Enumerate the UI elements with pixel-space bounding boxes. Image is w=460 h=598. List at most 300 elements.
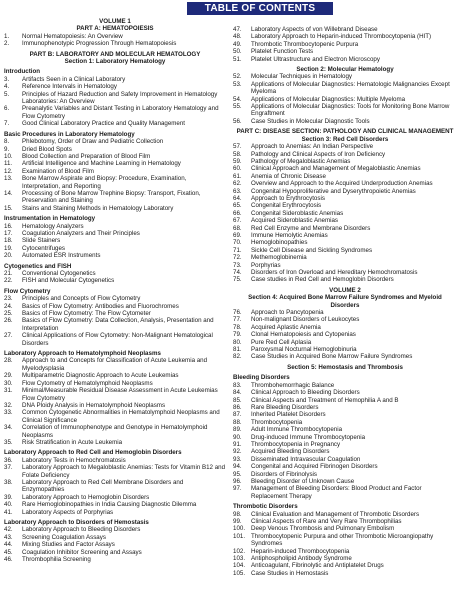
chapter-number: 75. (233, 276, 242, 284)
toc-entry[interactable] (233, 478, 457, 485)
toc-entry[interactable] (233, 316, 457, 323)
chapter-title: Immune Hemolytic Anemias (251, 231, 328, 239)
chapter-number: 38. (4, 478, 13, 486)
toc-entry[interactable] (4, 439, 226, 446)
chapter-number: 10. (4, 152, 13, 160)
toc-entry[interactable] (4, 277, 226, 284)
chapter-number: 49. (233, 40, 242, 48)
chapter-number: 88. (233, 418, 242, 426)
chapter-number: 40. (4, 501, 13, 509)
toc-entry[interactable] (4, 223, 226, 230)
chapter-number: 43. (4, 533, 13, 541)
toc-entry[interactable] (4, 549, 226, 556)
chapter-number: 7. (4, 120, 10, 128)
chapter-title: Approach to and Concepts for Classification of Acute Leukemia and Myelodysplasia (22, 357, 208, 372)
chapter-title: Paroxysmal Nocturnal Hemoglobinuria (251, 346, 357, 354)
chapter-number: 67. (233, 217, 242, 225)
chapter-title: Heparin-induced Thrombocytopenia (251, 547, 350, 555)
group-heading: Thrombotic Disorders (233, 503, 298, 511)
chapter-title: Red Cell Enzyme and Membrane Disorders (251, 224, 371, 232)
toc-entry[interactable] (4, 91, 226, 106)
chapter-title: Coagulation Analyzers and Their Principles (22, 229, 140, 237)
chapter-number: 95. (233, 470, 242, 478)
chapter-title: Bleeding Disorder of Unknown Cause (251, 477, 355, 485)
chapter-title: Hemoglobinopathies (251, 239, 308, 247)
chapter-number: 74. (233, 269, 242, 276)
toc-entry[interactable] (233, 397, 457, 404)
chapter-number: 35. (4, 438, 13, 446)
toc-entry[interactable] (4, 33, 226, 40)
chapter-number: 59. (233, 157, 242, 165)
part-heading: Section 4: Acquired Bone Marrow Failure Syndromes and Myeloid Disorders (248, 294, 442, 309)
chapter-title: Clinical Applications of Flow Cytometry: Non-Malignant Hematological Disorders (22, 332, 213, 347)
toc-entry[interactable] (4, 317, 226, 332)
toc-entry[interactable] (233, 448, 457, 455)
chapter-number: 28. (4, 357, 13, 365)
toc-entry[interactable] (4, 76, 226, 83)
toc-entry[interactable] (233, 382, 457, 389)
chapter-number: 93. (233, 455, 242, 463)
chapter-number: 18. (4, 237, 13, 245)
chapter-title: Blood Collection and Preparation of Blood Film (22, 152, 151, 160)
chapter-title: Pathology and Clinical Aspects of Iron Deficiency (251, 150, 386, 158)
toc-entry[interactable] (233, 143, 457, 150)
toc-entry[interactable] (233, 463, 457, 470)
toc-entry[interactable] (233, 56, 457, 63)
chapter-number: 33. (4, 409, 13, 417)
chapter-title: Clinical Aspects of Rare and Very Rare Thrombophilias (251, 518, 402, 525)
toc-entry[interactable] (4, 40, 226, 47)
chapter-title: Processing of Bone Marrow Trephine Biopsy: Transport, Fixation, Preservation and Staining (22, 189, 201, 205)
chapter-number: 58. (233, 150, 242, 158)
toc-entry[interactable] (233, 225, 457, 232)
toc-entry[interactable] (4, 494, 226, 501)
chapter-number: 23. (4, 295, 13, 303)
chapter-title: Non-malignant Disorders of Leukocytes (251, 316, 360, 324)
toc-entry[interactable] (233, 570, 457, 577)
toc-entry[interactable] (4, 237, 226, 244)
chapter-title: Porphyrias (251, 261, 281, 269)
chapter-number: 54. (233, 95, 242, 103)
chapter-number: 31. (4, 387, 13, 395)
chapter-title: Thrombotic Thrombocytopenic Purpura (251, 40, 359, 48)
chapter-title: Artifacts Seen in a Clinical Laboratory (22, 75, 126, 83)
chapter-number: 79. (233, 331, 242, 339)
toc-entry[interactable] (4, 168, 226, 175)
chapter-title: Disorders of Iron Overload and Hereditary Hemochromatosis (251, 269, 418, 276)
chapter-title: Conventional Cytogenetics (22, 270, 96, 277)
chapter-number: 17. (4, 229, 13, 237)
chapter-number: 25. (4, 310, 13, 318)
chapter-number: 47. (233, 26, 242, 33)
chapter-title: DNA Ploidy Analysis in Hematolymphoid Neoplasms (22, 401, 166, 409)
toc-entry[interactable] (233, 247, 457, 254)
chapter-title: Rare Bleeding Disorders (251, 403, 319, 411)
toc-entry[interactable] (4, 509, 226, 516)
chapter-number: 102. (233, 547, 246, 555)
toc-entry[interactable] (233, 202, 457, 209)
part-heading: Section 5: Hemostasis and Thrombosis (287, 363, 403, 371)
chapter-title: Automated ESR Instruments (22, 252, 101, 260)
chapter-number: 52. (233, 73, 242, 81)
toc-entry[interactable] (4, 138, 226, 145)
toc-entry[interactable] (233, 441, 457, 448)
toc-entry[interactable] (4, 83, 226, 90)
toc-entry[interactable] (233, 232, 457, 239)
toc-entry[interactable] (233, 173, 457, 180)
chapter-title: Preanalytic Variables and Distant Testing in Laboratory Hematology and Flow Cytometry (22, 105, 219, 120)
chapter-title: Acquired Sideroblastic Anemias (251, 217, 339, 225)
toc-left-column (4, 18, 226, 563)
chapter-title: Multiparametric Diagnostic Approach to Acute Leukemias (22, 372, 179, 380)
toc-entry[interactable] (4, 310, 226, 317)
chapter-title: Congenital Hypoproliferative and Dyserythropoietic Anemias (251, 187, 416, 195)
chapter-number: 37. (4, 464, 13, 472)
toc-entry[interactable] (233, 533, 457, 548)
chapter-title: Approach to Erythrocytosis (251, 194, 325, 202)
chapter-title: Drug-induced Immune Thrombocytopenia (251, 433, 366, 441)
chapter-number: 42. (4, 526, 13, 534)
toc-entry[interactable] (233, 456, 457, 463)
chapter-title: Antiphospholipid Antibody Syndrome (251, 555, 352, 563)
toc-entry[interactable] (233, 346, 457, 353)
toc-entry[interactable] (4, 402, 226, 409)
chapter-title: Platelet Function Tests (251, 48, 314, 56)
chapter-title: Laboratory Approach to Heparin-induced Thrombocytopenia (HIT) (251, 33, 432, 41)
toc-entry[interactable] (4, 303, 226, 310)
chapter-title: Basics of Flow Cytometry: The Flow Cytometer (22, 310, 151, 318)
chapter-number: 5. (4, 90, 10, 98)
chapter-title: Hematology Analyzers (22, 222, 84, 230)
toc-entry[interactable] (4, 380, 226, 387)
chapter-number: 85. (233, 396, 242, 404)
chapter-number: 83. (233, 381, 242, 389)
toc-entry[interactable] (4, 372, 226, 379)
chapter-title: Overview and Approach to the Acquired Underproduction Anemias (251, 180, 433, 188)
chapter-title: Case Studies in Molecular Diagnostic Tools (251, 117, 370, 125)
toc-entry[interactable] (233, 118, 457, 125)
chapter-title: Flow Cytometry of Hematolymphoid Neoplasms (22, 379, 153, 387)
toc-entry[interactable] (4, 175, 226, 190)
chapter-number: 98. (233, 510, 242, 518)
chapter-title: Clinical Aspects and Treatment of Hemophilia A and B (251, 396, 399, 404)
chapter-number: 14. (4, 189, 13, 197)
page-title: TABLE OF CONTENTS (187, 2, 333, 15)
toc-entry[interactable] (4, 541, 226, 548)
toc-entry[interactable] (4, 387, 226, 402)
toc-entry[interactable] (233, 26, 457, 33)
chapter-number: 87. (233, 411, 242, 419)
chapter-number: 96. (233, 477, 242, 485)
chapter-title: Coagulation Inhibitor Screening and Assays (22, 548, 142, 556)
group-heading: Instrumentation in Hematology (4, 215, 96, 223)
toc-entry[interactable] (233, 262, 457, 269)
toc-entry[interactable] (4, 153, 226, 160)
chapter-title: Applications of Molecular Diagnostics: Hematologic Malignancies Except Myeloma (251, 80, 450, 96)
toc-entry[interactable] (233, 434, 457, 441)
chapter-number: 51. (233, 55, 242, 63)
chapter-number: 21. (4, 270, 13, 277)
toc-entry[interactable] (233, 33, 457, 40)
chapter-number: 91. (233, 440, 242, 448)
chapter-number: 20. (4, 252, 13, 260)
chapter-number: 71. (233, 246, 242, 254)
chapter-number: 73. (233, 261, 242, 269)
toc-entry[interactable] (233, 511, 457, 518)
chapter-title: Inherited Platelet Disorders (251, 411, 326, 419)
chapter-number: 29. (4, 372, 13, 380)
toc-entry[interactable] (233, 73, 457, 80)
toc-entry[interactable] (4, 464, 226, 479)
toc-entry[interactable] (233, 309, 457, 316)
chapter-title: Molecular Techniques in Hematology (251, 73, 353, 81)
chapter-number: 9. (4, 145, 10, 153)
toc-entry[interactable] (233, 48, 457, 55)
toc-entry[interactable] (4, 332, 226, 347)
chapter-title: Bone Marrow Aspirate and Biopsy: Procedure, Examination, Interpretation, and Reporting (22, 175, 187, 190)
chapter-number: 41. (4, 508, 13, 516)
chapter-number: 6. (4, 105, 10, 113)
chapter-title: Clinical Approach and Management of Megaloblastic Anemias (251, 165, 421, 173)
toc-entry[interactable] (233, 210, 457, 217)
group-heading: Cytogenetics and FISH (4, 262, 72, 270)
toc-entry[interactable] (233, 548, 457, 555)
chapter-title: Thrombocytopenic Purpura and other Thrombotic Microangiopathy Syndromes (251, 532, 434, 548)
toc-entry[interactable] (4, 295, 226, 302)
chapter-number: 64. (233, 194, 242, 202)
group-heading: Introduction (4, 68, 41, 76)
chapter-title: Clonal Hematopoiesis and Cytopenias (251, 331, 356, 339)
chapter-title: Approach to Pancytopenia (251, 309, 324, 317)
chapter-title: Clinical Approach to Bleeding Disorders (251, 389, 360, 397)
chapter-title: Pathology of Megaloblastic Anemias (251, 157, 351, 165)
chapter-number: 90. (233, 433, 242, 441)
toc-entry[interactable] (233, 151, 457, 158)
chapter-title: Management of Bleeding Disorders: Blood Product and Factor Replacement Therapy (251, 485, 422, 500)
chapter-number: 56. (233, 117, 242, 125)
chapter-number: 76. (233, 309, 242, 317)
toc-entry[interactable] (233, 188, 457, 195)
toc-entry[interactable] (233, 195, 457, 202)
toc-entry[interactable] (4, 190, 226, 205)
chapter-title: Risk Stratification in Acute Leukemia (22, 438, 123, 446)
toc-entry[interactable] (4, 146, 226, 153)
chapter-title: Stains and Staining Methods in Hematology Laboratory (22, 204, 174, 212)
chapter-number: 19. (4, 244, 13, 252)
chapter-title: Deep Venous Thrombosis and Pulmonary Embolism (251, 525, 395, 533)
chapter-title: Clinical Evaluation and Management of Thrombotic Disorders (251, 510, 420, 518)
chapter-title: Pure Red Cell Aplasia (251, 338, 312, 346)
chapter-title: Mixing Studies and Factor Assays (22, 541, 115, 549)
chapter-title: Reference Intervals in Hematology (22, 83, 117, 91)
chapter-number: 72. (233, 254, 242, 262)
toc-entry[interactable] (233, 276, 457, 283)
toc-entry[interactable] (233, 324, 457, 331)
part-heading: Section 2: Molecular Hematology (296, 66, 394, 74)
chapter-number: 50. (233, 48, 242, 56)
toc-entry[interactable] (233, 239, 457, 246)
chapter-number: 39. (4, 493, 13, 501)
chapter-title: Dried Blood Spots (22, 145, 72, 153)
toc-entry[interactable] (4, 252, 226, 259)
chapter-number: 69. (233, 231, 242, 239)
group-heading: Basic Procedures in Laboratory Hematology (4, 130, 135, 138)
chapter-number: 105. (233, 569, 246, 577)
chapter-number: 94. (233, 463, 242, 471)
chapter-title: Thrombophilia Screening (22, 556, 91, 564)
chapter-title: Case Studies in Acquired Bone Marrow Failure Syndromes (251, 353, 413, 361)
toc-entry[interactable] (4, 479, 226, 494)
chapter-number: 4. (4, 83, 10, 91)
toc-entry[interactable] (233, 269, 457, 276)
chapter-number: 2. (4, 40, 10, 48)
chapter-number: 16. (4, 222, 13, 230)
chapter-title: Disseminated Intravascular Coagulation (251, 455, 361, 463)
toc-entry[interactable] (4, 230, 226, 237)
chapter-number: 101. (233, 532, 246, 540)
chapter-title: Disorders of Fibrinolysis (251, 470, 318, 478)
chapter-title: Case Studies in Hemostasis (251, 569, 329, 577)
chapter-title: Basics of Flow Cytometry: Data Collection, Analysis, Presentation and Interpretation (22, 317, 214, 332)
chapter-number: 24. (4, 302, 13, 310)
toc-entry[interactable] (4, 457, 226, 464)
chapter-title: Sickle Cell Disease and Sickling Syndromes (251, 246, 373, 254)
chapter-number: 81. (233, 346, 242, 354)
chapter-number: 65. (233, 202, 242, 210)
chapter-number: 36. (4, 456, 13, 464)
chapter-title: Acquired Bleeding Disorders (251, 448, 330, 456)
toc-entry[interactable] (4, 245, 226, 252)
toc-entry[interactable] (233, 411, 457, 418)
toc-entry[interactable] (233, 254, 457, 261)
chapter-title: Laboratory Approach to Megaloblastic Anemias: Tests for Vitamin B12 and Folate Deficiency (22, 464, 226, 479)
chapter-title: Laboratory Aspects of von Willebrand Disease (251, 26, 378, 33)
toc-entry[interactable] (233, 96, 457, 103)
toc-entry[interactable] (233, 339, 457, 346)
chapter-title: Principles and Concepts of Flow Cytometry (22, 295, 141, 303)
part-heading: VOLUME 2 (329, 286, 361, 294)
toc-entry[interactable] (4, 120, 226, 127)
part-heading: PART C: DISEASE SECTION: PATHOLOGY AND CLINICAL MANAGEMENT (236, 128, 454, 136)
chapter-title: Basics of Flow Cytometry: Antibodies and Fluorochromes (22, 302, 179, 310)
toc-entry[interactable] (233, 331, 457, 338)
toc-entry[interactable] (4, 270, 226, 277)
chapter-title: Anemia of Chronic Disease (251, 172, 326, 180)
chapter-number: 44. (4, 541, 13, 549)
chapter-title: Thrombocytopenia (251, 418, 303, 426)
chapter-title: Phlebotomy, Order of Draw and Pediatric Collection (22, 138, 164, 146)
chapter-number: 11. (4, 160, 13, 168)
chapter-title: Slide Stainers (22, 237, 61, 245)
chapter-number: 99. (233, 518, 242, 525)
chapter-title: Methemoglobinemia (251, 254, 307, 262)
toc-entry[interactable] (233, 426, 457, 433)
toc-entry[interactable] (4, 409, 226, 424)
group-heading: Laboratory Approach to Hematolymphoid Neoplasms (4, 350, 161, 358)
chapter-number: 46. (4, 556, 13, 564)
group-heading: Bleeding Disorders (233, 374, 290, 382)
toc-entry[interactable] (4, 526, 226, 533)
toc-entry[interactable] (4, 160, 226, 167)
chapter-number: 3. (4, 75, 10, 83)
chapter-number: 82. (233, 353, 242, 361)
chapter-number: 8. (4, 138, 10, 146)
toc-entry[interactable] (4, 424, 226, 439)
chapter-title: Artificial Intelligence and Machine Learning in Hematology (22, 160, 181, 168)
chapter-number: 57. (233, 143, 242, 151)
chapter-number: 77. (233, 316, 242, 324)
chapter-title: Principles of Hazard Reduction and Safety Improvement in Hematology Laboratories: An Overview (22, 90, 218, 106)
toc-entry[interactable] (233, 562, 457, 569)
chapter-number: 27. (4, 332, 13, 340)
chapter-title: Approach to Anemias: An Indian Perspective (251, 143, 374, 151)
toc-entry[interactable] (233, 419, 457, 426)
chapter-number: 78. (233, 323, 242, 331)
toc-entry[interactable] (4, 534, 226, 541)
chapter-title: Screening Coagulation Assays (22, 533, 106, 541)
chapter-number: 61. (233, 172, 242, 180)
toc-entry[interactable] (233, 404, 457, 411)
toc-entry[interactable] (4, 357, 226, 372)
part-heading: Section 1: Laboratory Hematology (64, 58, 166, 66)
chapter-title: Thrombohemorrhagic Balance (251, 381, 335, 389)
chapter-title: Adult Immune Thrombocytopenia (251, 426, 343, 434)
toc-entry[interactable] (233, 41, 457, 48)
chapter-title: Laboratory Aspects of Porphyrias (22, 508, 114, 516)
chapter-number: 55. (233, 103, 242, 111)
chapter-number: 13. (4, 175, 13, 183)
toc-entry[interactable] (233, 103, 457, 118)
chapter-title: Cytocentrifuges (22, 244, 65, 252)
chapter-title: Thrombocytopenia in Pregnancy (251, 440, 341, 448)
toc-entry[interactable] (233, 217, 457, 224)
toc-entry[interactable] (233, 471, 457, 478)
chapter-number: 100. (233, 525, 246, 533)
toc-entry[interactable] (4, 556, 226, 563)
chapter-number: 80. (233, 338, 242, 346)
toc-entry[interactable] (233, 353, 457, 360)
chapter-number: 97. (233, 485, 242, 493)
chapter-number: 86. (233, 403, 242, 411)
toc-entry[interactable] (233, 485, 457, 500)
toc-entry[interactable] (233, 389, 457, 396)
toc-entry[interactable] (233, 180, 457, 187)
toc-entry[interactable] (233, 518, 457, 525)
chapter-title: Laboratory Approach to Bleeding Disorders (22, 526, 141, 534)
toc-entry[interactable] (233, 158, 457, 165)
group-heading: Flow Cytometry (4, 287, 51, 295)
toc-entry[interactable] (233, 555, 457, 562)
chapter-title: Congenital Erythrocytosis (251, 202, 322, 210)
chapter-number: 53. (233, 80, 242, 88)
toc-entry[interactable] (4, 501, 226, 508)
chapter-title: Examination of Blood Film (22, 167, 94, 175)
chapter-number: 70. (233, 239, 242, 247)
toc-entry[interactable] (233, 81, 457, 96)
chapter-title: Laboratory Approach to Hemoglobin Disorders (22, 493, 150, 501)
chapter-title: Case studies in Red Cell and Hemoglobin Disorders (251, 276, 394, 284)
chapter-number: 62. (233, 180, 242, 188)
chapter-title: Anticoagulant, Fibrinolytic and Antiplatelet Drugs (251, 562, 384, 570)
toc-entry[interactable] (4, 105, 226, 120)
chapter-title: Platelet Ultrastructure and Electron Microscopy (251, 55, 380, 63)
toc-entry[interactable] (4, 205, 226, 212)
toc-entry[interactable] (233, 165, 457, 172)
chapter-title: Congenital Sideroblastic Anemias (251, 209, 344, 217)
chapter-title: Rare Hemoglobinopathies in India Causing Diagnostic Dilemma (22, 501, 197, 509)
toc-entry[interactable] (233, 525, 457, 532)
chapter-number: 104. (233, 562, 246, 570)
